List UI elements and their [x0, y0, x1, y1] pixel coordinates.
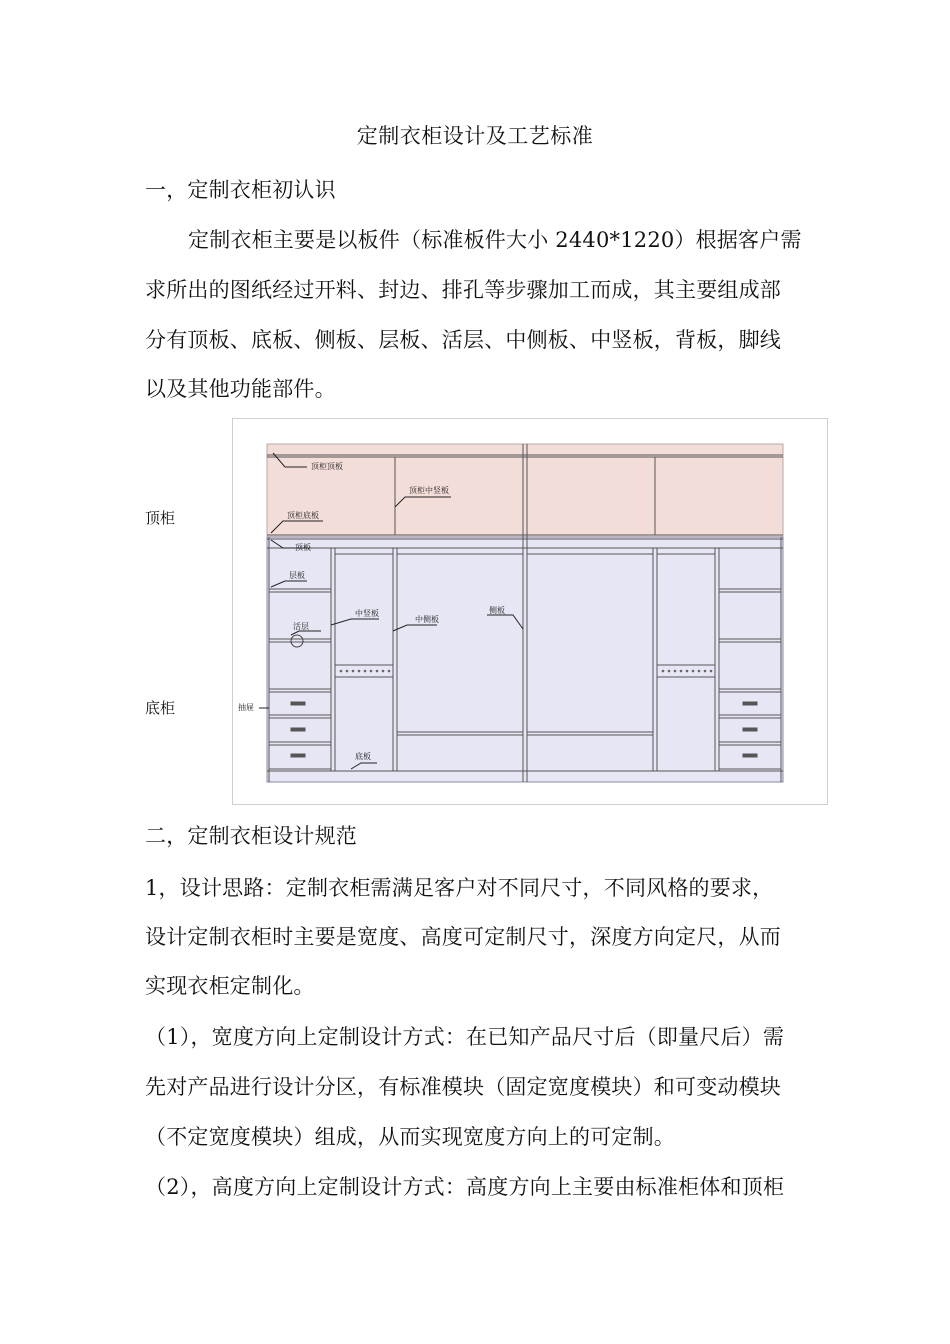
bottom-cabinet-region — [267, 537, 783, 782]
section2-line-3: 实现衣柜定制化。 — [145, 974, 315, 998]
callout-top-cabinet-divider: 顶柜中竖板 — [409, 486, 449, 495]
page-title: 定制衣柜设计及工艺标准 — [356, 124, 594, 148]
top-cabinet-side-label: 顶柜 — [145, 509, 176, 527]
callout-middle-side-panel: 中侧板 — [415, 615, 439, 624]
bottom-cabinet-side-label: 底柜 — [145, 699, 176, 717]
callout-adjustable-shelf: 活层 — [293, 622, 309, 631]
section1-paragraph-line-3: 分有顶板、底板、侧板、层板、活层、中侧板、中竖板，背板，脚线 — [145, 328, 781, 352]
callout-top-cabinet-bottom-panel: 顶柜底板 — [287, 511, 319, 520]
callout-bottom-panel: 底板 — [355, 752, 371, 761]
section2-line-7: （2），高度方向上定制设计方式：高度方向上主要由标准柜体和顶柜 — [145, 1175, 785, 1199]
callout-top-cabinet-top-panel: 顶柜顶板 — [311, 462, 343, 471]
callout-top-panel: 顶板 — [295, 543, 311, 552]
section2-line-2: 设计定制衣柜时主要是宽度、高度可定制尺寸，深度方向定尺，从而 — [145, 925, 781, 949]
top-cabinet-region — [267, 444, 783, 537]
section2-line-6: （不定宽度模块）组成，从而实现宽度方向上的可定制。 — [145, 1125, 675, 1149]
section2-heading: 二，定制衣柜设计规范 — [145, 824, 357, 848]
wardrobe-diagram — [232, 418, 828, 805]
callout-drawer: 抽屉 — [238, 703, 254, 712]
section2-line-5: 先对产品进行设计分区，有标准模块（固定宽度模块）和可变动模块 — [145, 1075, 781, 1099]
section1-paragraph-line-1: 定制衣柜主要是以板件（标准板件大小 2440*1220）根据客户需 — [188, 228, 802, 252]
callout-side-panel: 侧板 — [489, 606, 505, 615]
section1-paragraph-line-4: 以及其他功能部件。 — [145, 377, 336, 401]
section1-heading: 一，定制衣柜初认识 — [145, 178, 336, 202]
section1-paragraph-line-2: 求所出的图纸经过开料、封边、排孔等步骤加工而成，其主要组成部 — [145, 278, 781, 302]
callout-shelf: 层板 — [289, 571, 305, 580]
section2-line-4: （1），宽度方向上定制设计方式：在已知产品尺寸后（即量尺后）需 — [145, 1025, 785, 1049]
callout-vertical-divider: 中竖板 — [355, 609, 379, 618]
section2-line-1: 1，设计思路：定制衣柜需满足客户对不同尺寸，不同风格的要求， — [145, 876, 774, 900]
